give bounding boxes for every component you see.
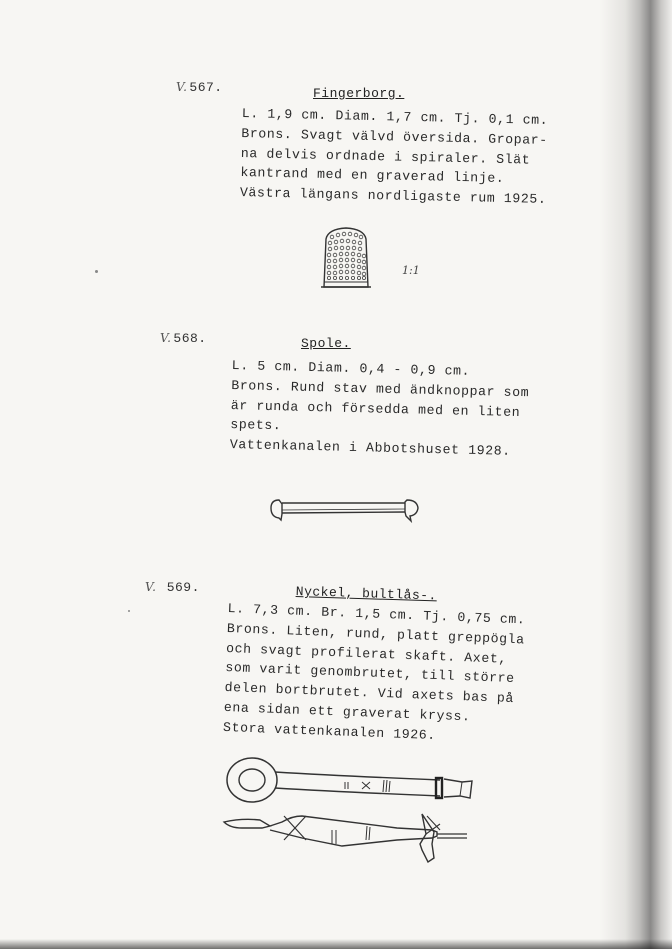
description-line: Brons. Svagt välvd översida. Gropar- bbox=[241, 125, 548, 148]
thimble-drawing bbox=[318, 225, 378, 290]
entry-number-568: V. 568. bbox=[160, 331, 207, 346]
entry-description-568 bbox=[230, 356, 530, 462]
key-drawing-side bbox=[222, 810, 482, 870]
description-line: ena sidan ett graverat kryss. bbox=[223, 699, 471, 725]
entry-description-567 bbox=[240, 104, 549, 210]
description-line: Vattenkanalen i Abbotshuset 1928. bbox=[229, 437, 511, 460]
description-line: Brons. Liten, rund, platt greppögla bbox=[226, 620, 525, 648]
key-drawing-front bbox=[222, 752, 482, 812]
description-line: är runda och försedda med en liten bbox=[230, 397, 521, 420]
description-line: kantrand med en graverad linje. bbox=[240, 165, 505, 187]
description-line: L. 5 cm. Diam. 0,4 - 0,9 cm. bbox=[231, 357, 471, 379]
entry-title-thimble: Fingerborg. bbox=[313, 86, 405, 101]
page-speck bbox=[128, 610, 130, 612]
entry-number-569: V. 569. bbox=[145, 580, 200, 595]
book-binding-shadow bbox=[600, 0, 672, 949]
page-bottom-edge bbox=[0, 939, 672, 949]
description-line: na delvis ordnade i spiraler. Slät bbox=[240, 145, 531, 168]
description-line: delen bortbrutet. Vid axets bas på bbox=[224, 680, 515, 707]
entry-description-569 bbox=[223, 599, 526, 749]
description-line: och svagt profilerat skaft. Axet, bbox=[225, 640, 508, 667]
description-line: Brons. Rund stav med ändknoppar som bbox=[231, 377, 530, 401]
catalog-mark: V. bbox=[176, 80, 188, 94]
description-line: Stora vattenkanalen 1926. bbox=[222, 719, 437, 743]
entry-title-spool: Spole. bbox=[301, 336, 351, 351]
description-line: som varit genombrutet, till större bbox=[225, 660, 515, 687]
scale-label: 1:1 bbox=[402, 264, 420, 277]
entry-title-key: Nyckel, bultlås-. bbox=[295, 584, 438, 604]
description-line: Västra längans nordligaste rum 1925. bbox=[239, 185, 547, 208]
description-line: L. 1,9 cm. Diam. 1,7 cm. Tj. 0,1 cm. bbox=[241, 105, 549, 128]
catalog-mark: V. bbox=[160, 331, 172, 345]
catalog-mark: V. bbox=[145, 580, 157, 594]
entry-number-567: V. 567. bbox=[176, 80, 223, 95]
spool-drawing bbox=[265, 490, 425, 530]
description-line: spets. bbox=[230, 417, 282, 434]
page-speck bbox=[95, 270, 98, 273]
description-line: L. 7,3 cm. Br. 1,5 cm. Tj. 0,75 cm. bbox=[227, 600, 526, 628]
